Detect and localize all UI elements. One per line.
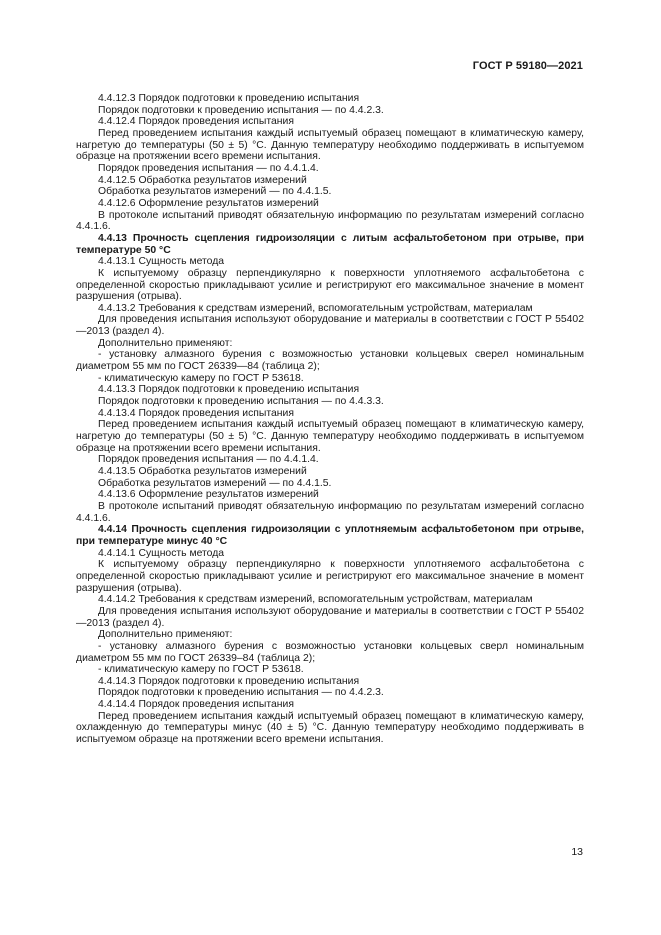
- paragraph: Для проведения испытания используют оборудование и материалы в соответствии с ГОСТ Р 55402—2013 (раздел 4).: [76, 605, 584, 629]
- paragraph: Порядок подготовки к проведению испытания — по 4.4.3.3.: [98, 396, 384, 408]
- paragraph: Обработка результатов измерений — по 4.4.1.5.: [98, 477, 332, 489]
- section-heading: 4.4.14 Прочность сцепления гидроизоляции с уплотняемым асфальтобетоном при отрыве, при температуре минус 40 °С: [76, 524, 584, 547]
- paragraph: 4.4.12.3 Порядок подготовки к проведению испытания: [98, 93, 360, 104]
- paragraph: Перед проведением испытания каждый испытуемый образец помещают в климатическую камеру, охлажденную до температуры минус (40 ± 5) °С. Данную температуру необходимо поддерживать в испытуемом образце на протяжении всего времени испытания.: [76, 710, 584, 746]
- paragraph: Перед проведением испытания каждый испытуемый образец помещают в климатическую камеру, нагретую до температуры (50 ± 5) °С. Данную температуру необходимо поддерживать в испытуемом образце на протяжении всего времени испытания.: [76, 127, 584, 163]
- paragraph: Порядок проведения испытания — по 4.4.1.4.: [98, 162, 319, 174]
- list-item: - климатическую камеру по ГОСТ Р 53618.: [98, 664, 304, 676]
- paragraph: Для проведения испытания используют оборудование и материалы в соответствии с ГОСТ Р 55402—2013 (раздел 4).: [76, 314, 584, 338]
- paragraph: Перед проведением испытания каждый испытуемый образец помещают в климатическую камеру, нагретую до температуры (50 ± 5) °С. Данную температуру необходимо поддерживать в испытуемом образце на протяжении всего времени испытания.: [76, 419, 584, 454]
- paragraph: Порядок проведения испытания — по 4.4.1.4.: [98, 454, 319, 466]
- paragraph: 4.4.13.1 Сущность метода: [98, 256, 225, 268]
- paragraph: 4.4.13.4 Порядок проведения испытания: [98, 407, 294, 419]
- list-item: - установку алмазного бурения с возможностью установки кольцевых сверел номинальным диаметром 55 мм по ГОСТ 26339—84 (таблица 2);: [76, 349, 584, 373]
- paragraph: Обработка результатов измерений — по 4.4.1.5.: [98, 186, 332, 198]
- paragraph: 4.4.13.6 Оформление результатов измерений: [98, 489, 319, 501]
- paragraph: 4.4.14.1 Сущность метода: [98, 547, 225, 559]
- paragraph: 4.4.12.4 Порядок проведения испытания: [98, 116, 294, 128]
- paragraph: 4.4.13.3 Порядок подготовки к проведению испытания: [98, 384, 360, 396]
- paragraph: В протоколе испытаний приводят обязательную информацию по результатам измерений согласно 4.4.1.6.: [76, 209, 584, 233]
- paragraph: Порядок подготовки к проведению испытания — по 4.4.2.3.: [98, 104, 384, 116]
- paragraph: 4.4.14.4 Порядок проведения испытания: [98, 699, 294, 711]
- section-heading: 4.4.13 Прочность сцепления гидроизоляции с литым асфальтобетоном при отрыве, при температуре 50 °С: [76, 232, 584, 256]
- paragraph: 4.4.14.2 Требования к средствам измерений, вспомогательным устройствам, материалам: [98, 594, 533, 606]
- list-item: - климатическую камеру по ГОСТ Р 53618.: [98, 372, 304, 384]
- paragraph: В протоколе испытаний приводят обязательную информацию по результатам измерений согласно 4.4.1.6.: [76, 500, 584, 524]
- document-header: ГОСТ Р 59180—2021: [472, 60, 583, 72]
- paragraph: Дополнительно применяют:: [98, 337, 233, 349]
- page-number: 13: [571, 846, 583, 858]
- paragraph: К испытуемому образцу перпендикулярно к поверхности уплотняемого асфальтобетона с определенной скоростью прикладывают усилие и регистрируют его максимальное значение в момент разрушения (отрыва).: [76, 267, 584, 303]
- paragraph: 4.4.12.5 Обработка результатов измерений: [98, 174, 307, 186]
- paragraph: К испытуемому образцу перпендикулярно к поверхности уплотняемого асфальтобетона с определенной скоростью прикладывают усилие и регистрируют его максимальное значение в момент разрушения (отрыва).: [76, 559, 584, 594]
- paragraph: 4.4.13.5 Обработка результатов измерений: [98, 466, 307, 477]
- paragraph: 4.4.13.2 Требования к средствам измерений, вспомогательным устройствам, материалам: [98, 302, 533, 314]
- paragraph: Порядок подготовки к проведению испытания — по 4.4.2.3.: [98, 687, 384, 699]
- document-body: [76, 93, 584, 746]
- paragraph: 4.4.14.3 Порядок подготовки к проведению испытания: [98, 675, 360, 687]
- paragraph: 4.4.12.6 Оформление результатов измерений: [98, 197, 319, 209]
- list-item: - установку алмазного бурения с возможностью установки кольцевых сверл номинальным диаметром 55 мм по ГОСТ 26339–84 (таблица 2);: [76, 640, 584, 664]
- paragraph: Дополнительно применяют:: [98, 629, 233, 641]
